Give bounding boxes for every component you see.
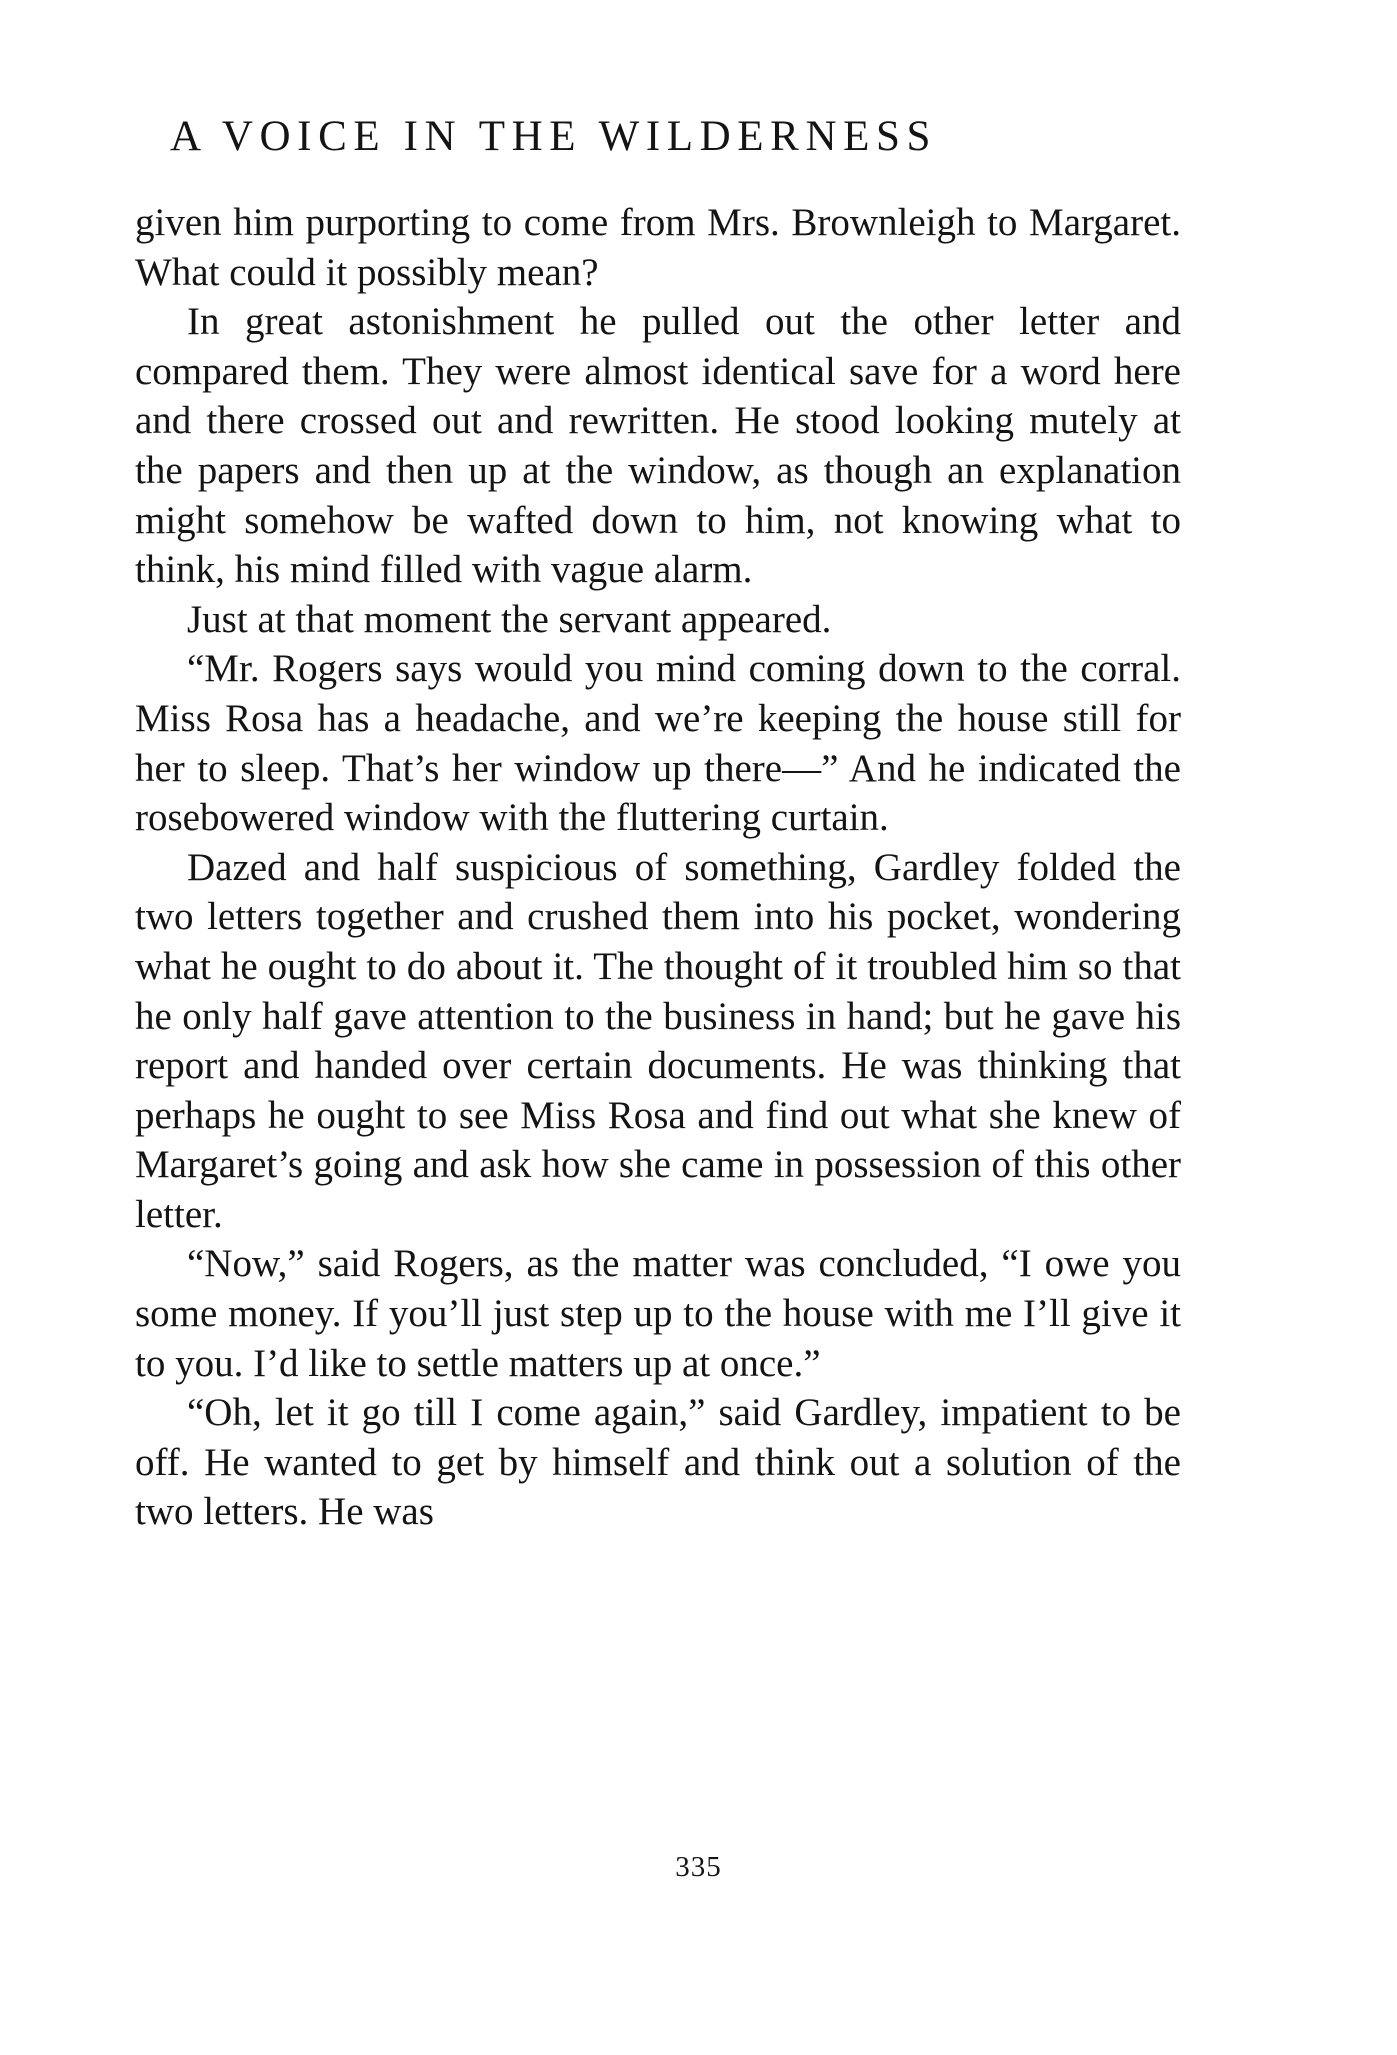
paragraph: Dazed and half suspicious of something, Gardley folded the two letters together and crushed them into his pocket, wondering what he ought to do about it. The thought of it troubled him so that he only half gave attention to the business in hand; but he gave his report and handed over certain documents. He was thinking that perhaps he ought to see Miss Rosa and find out what she knew of Margaret’s going and ask how she came in possession of this other letter. xyxy=(135,845,1181,1236)
paragraph-last: “Oh, let it go till I come again,” said Gardley, impatient to be off. He wanted to get by himself and think out a solution of the two letters. He was xyxy=(135,1391,1181,1534)
page-number: 335 xyxy=(675,1851,722,1883)
paragraph: In great astonishment he pulled out the other letter and compared them. They were almost identical save for a word here and there crossed out and rewritten. He stood looking mutely at the papers and then up at the window, as though an explanation might somehow be wafted down to him, not knowing what to think, his mind filled with vague alarm. xyxy=(135,300,1181,592)
running-head: A VOICE IN THE WILDERNESS xyxy=(170,113,937,160)
paragraph-continuation: given him purporting to come from Mrs. Brownleigh to Margaret. What could it possibly mean? xyxy=(135,201,1181,294)
paragraph: “Mr. Rogers says would you mind coming down to the corral. Miss Rosa has a headache, and we’re keeping the house still for her to sleep. That’s her window up there—” And he indicated the rosebowered window with the fluttering curtain. xyxy=(135,647,1181,840)
paragraph: Just at that moment the servant appeared. xyxy=(187,597,832,641)
paragraph: “Now,” said Rogers, as the matter was concluded, “I owe you some money. If you’ll just step up to the house with me I’ll give it to you. I’d like to settle matters up at once.” xyxy=(135,1242,1181,1385)
body-text xyxy=(135,198,1181,1537)
